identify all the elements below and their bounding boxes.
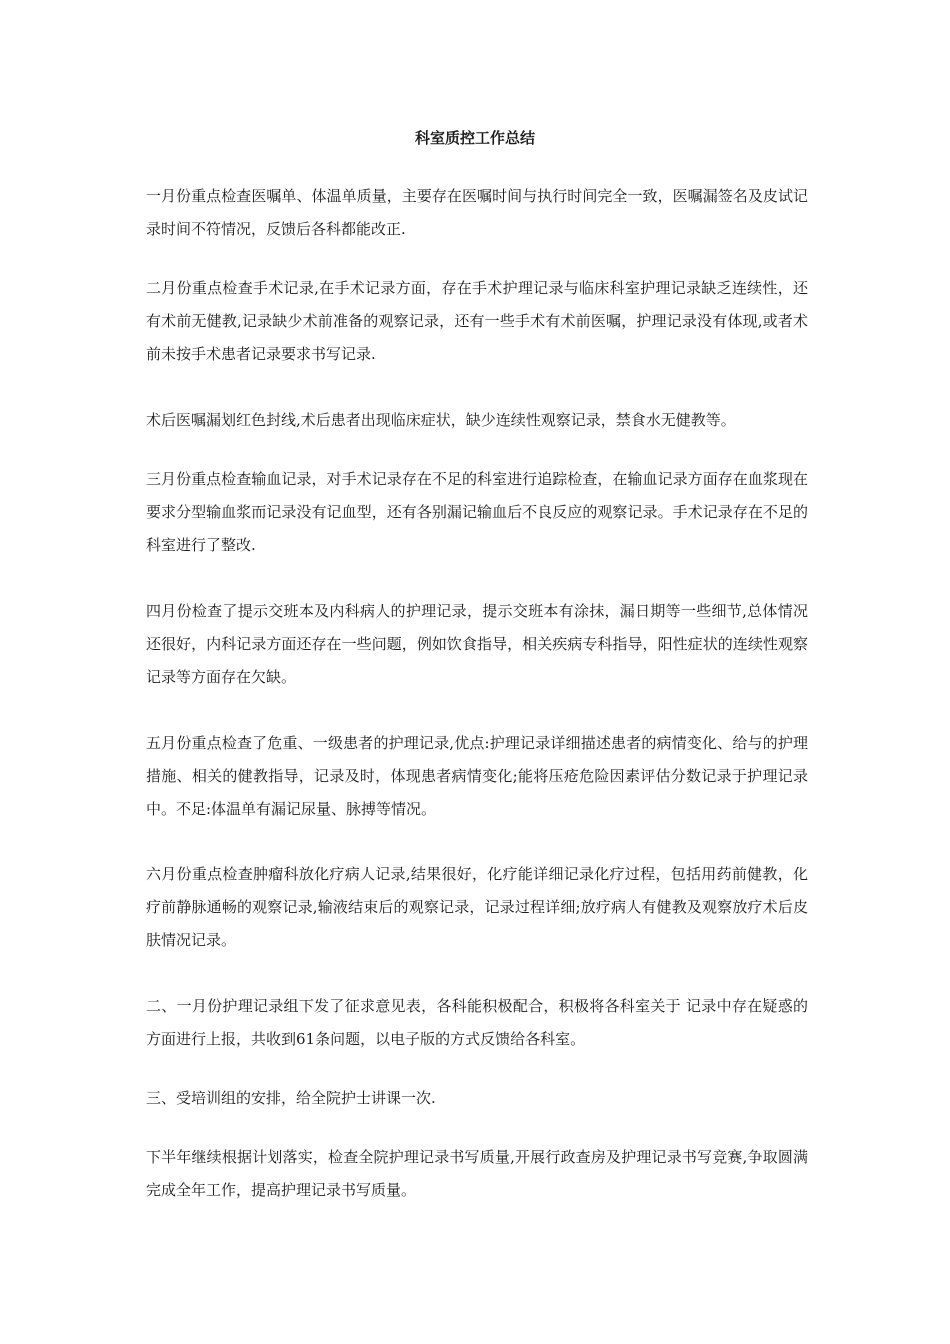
paragraph-feedback-form: 二、一月份护理记录组下发了征求意见表，各科能积极配合，积极将各科室关于 记录中存在疑惑的方面进行上报，共收到61条问题，以电子版的方式反馈给各科室。	[146, 997, 808, 1048]
paragraph-postop: 术后医嘱漏划红色封线,术后患者出现临床症状，缺少连续性观察记录，禁食水无健教等。	[146, 411, 736, 429]
paragraph-april: 四月份检查了提示交班本及内科病人的护理记录，提示交班本有涂抹，漏日期等一些细节,总体情况还很好，内科记录方面还存在一些问题，例如饮食指导，相关疾病专科指导，阳性症状的连续性观察记录等方面存在欠缺。	[146, 602, 808, 686]
paragraph-training: 三、受培训组的安排，给全院护士讲课一次.	[146, 1089, 436, 1107]
paragraph-second-half-plan: 下半年继续根据计划落实，检查全院护理记录书写质量,开展行政查房及护理记录书写竞赛,争取圆满完成全年工作，提高护理记录书写质量。	[146, 1148, 808, 1199]
paragraph-february: 二月份重点检查手术记录,在手术记录方面，存在手术护理记录与临床科室护理记录缺乏连续性，还有术前无健教,记录缺少术前准备的观察记录，还有一些手术有术前医嘱，护理记录没有体现,或者术前未按手术患者记录要求书写记录.	[146, 279, 808, 363]
document-title: 科室质控工作总结	[414, 129, 535, 147]
paragraph-may: 五月份重点检查了危重、一级患者的护理记录,优点:护理记录详细描述患者的病情变化、给与的护理措施、相关的健教指导，记录及时，体现患者病情变化;能将压疮危险因素评估分数记录于护理记录中。不足:体温单有漏记尿量、脉搏等情况。	[146, 734, 808, 818]
paragraph-june: 六月份重点检查肿瘤科放化疗病人记录,结果很好，化疗能详细记录化疗过程，包括用药前健教，化疗前静脉通畅的观察记录,输液结束后的观察记录，记录过程详细;放疗病人有健教及观察放疗术后皮肤情况记录。	[146, 865, 808, 949]
paragraph-january: 一月份重点检查医嘱单、体温单质量，主要存在医嘱时间与执行时间完全一致，医嘱漏签名及皮试记录时间不符情况，反馈后各科都能改正.	[146, 187, 808, 238]
paragraph-march: 三月份重点检查输血记录，对手术记录存在不足的科室进行追踪检查，在输血记录方面存在血浆现在要求分型输血浆而记录没有记血型，还有各别漏记输血后不良反应的观察记录。手术记录存在不足的科室进行了整改.	[146, 470, 808, 554]
